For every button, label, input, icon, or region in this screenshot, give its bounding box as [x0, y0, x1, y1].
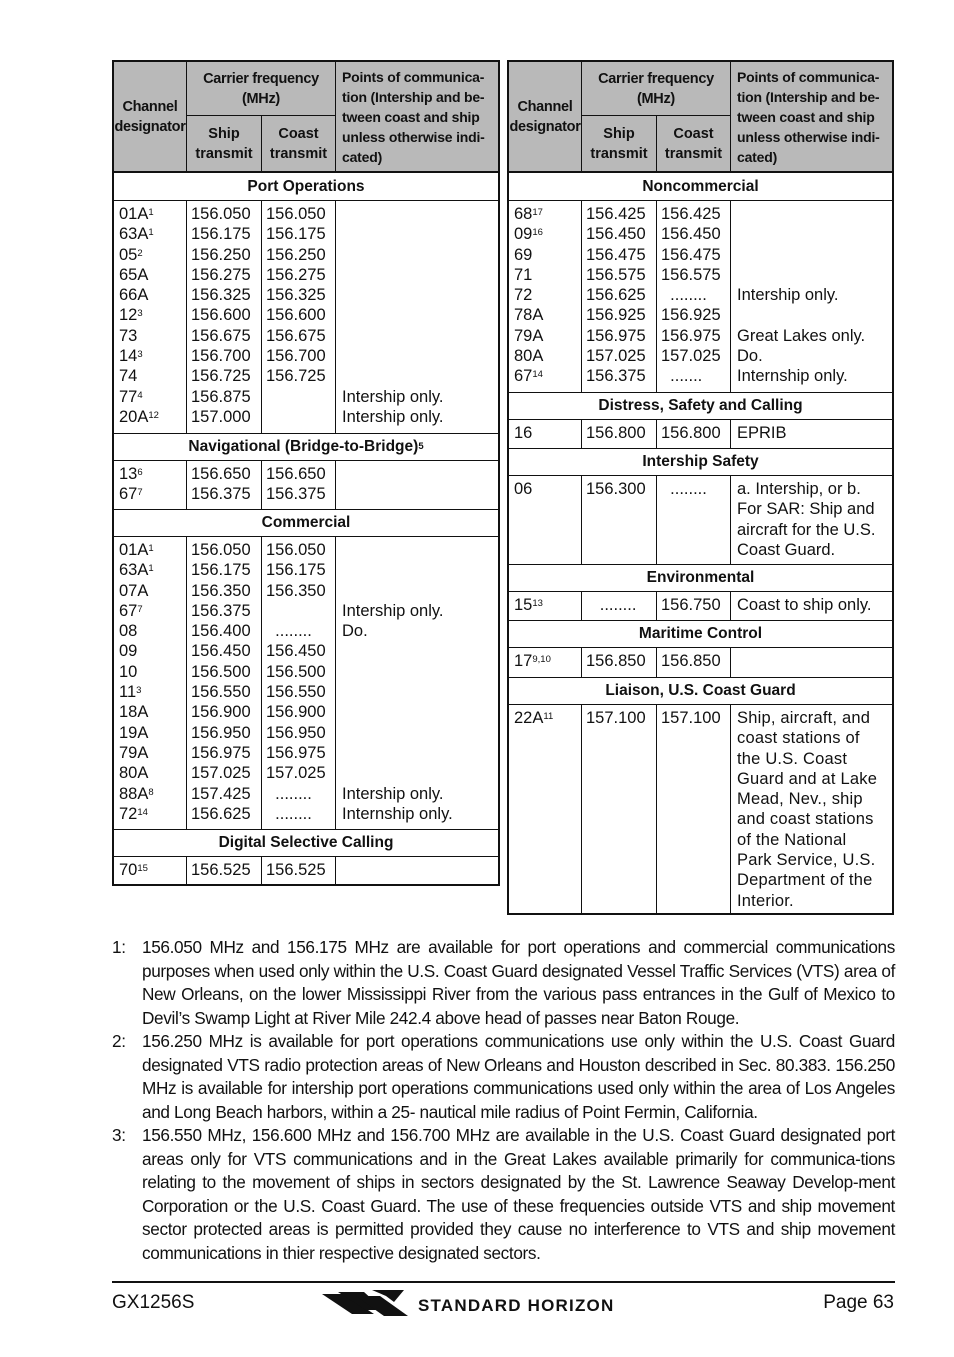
- footnote-ref: 15: [137, 863, 148, 874]
- channel-designator: $88A^8$: [119, 784, 154, 803]
- channel-column: [114, 461, 187, 509]
- footnote-ref: 1: [148, 227, 154, 239]
- footnote-number: 1:: [112, 937, 126, 957]
- ship-transmit-column: 156.800: [582, 420, 657, 448]
- channel-designator: $15^{13}$: [514, 596, 543, 614]
- coast-transmit-column: 156.750: [657, 592, 731, 620]
- footnote-ref: 1: [148, 563, 154, 575]
- footnote-ref: 14: [532, 369, 543, 381]
- channel-designator: $20A^{12}$: [119, 407, 159, 426]
- navigational-title-sup: 5: [418, 440, 424, 452]
- channel-column: [509, 420, 582, 448]
- points-column: [731, 648, 892, 677]
- channel-designator: 66A: [119, 286, 149, 305]
- channel-designator: 79A: [119, 743, 149, 762]
- channel-designator: $68^{17}$: [514, 205, 543, 223]
- footnote-ref: 1: [148, 543, 154, 554]
- channel-designator: 71: [514, 265, 533, 284]
- section-navigational: [114, 461, 498, 509]
- header-points-of-communication: Points of communica- tion (Intership and be- tween coast and ship unless otherwise indi- cated): [737, 69, 880, 165]
- channel-designator: $14^3$: [119, 347, 143, 366]
- points-column: [336, 461, 498, 509]
- ship-transmit-column: ........: [582, 592, 657, 620]
- channel-designator: 08: [119, 622, 138, 641]
- channel-designator: $05^2$: [119, 245, 143, 264]
- section-title-distress: Distress, Safety and Calling: [509, 392, 892, 420]
- channel-designator: 79A: [514, 326, 544, 345]
- header-coast-transmit: Coast transmit: [262, 116, 336, 171]
- footnote-ref: 13: [532, 598, 543, 609]
- section-title-liaison: Liaison, U.S. Coast Guard: [509, 677, 892, 705]
- section-title-navigational: [114, 433, 498, 461]
- coast-transmit-column: 156.050 156.175 156.350 ........ 156.450 156.500 156.550 156.900 156.950 156.975 157.025 ........ ........: [262, 537, 336, 829]
- channel-designator: $63A^1$: [119, 225, 154, 244]
- footnotes: [112, 936, 895, 1265]
- points-column: Intership only. Do. Intership only. Internship only.: [342, 601, 453, 823]
- section-environmental: [509, 592, 892, 620]
- footnote-ref: 14: [137, 806, 148, 818]
- table-header: [509, 62, 892, 173]
- channel-designator: $11^3$: [119, 683, 142, 702]
- channel-designator: 69: [514, 245, 533, 264]
- section-liaison: [509, 705, 892, 913]
- channel-designator: 65A: [119, 265, 149, 284]
- footnote-ref: 3: [137, 308, 143, 320]
- channel-designator: 80A: [119, 764, 149, 783]
- channel-column: [509, 705, 582, 913]
- channel-designator: $22A^{11}$: [514, 709, 554, 727]
- ship-transmit-column: 156.650 156.375: [187, 461, 262, 509]
- section-title-maritime-control: Maritime Control: [509, 620, 892, 648]
- channel-designator: 19A: [119, 723, 149, 742]
- ship-transmit-column: 157.100: [582, 705, 657, 913]
- channel-designator: $12^3$: [119, 306, 143, 325]
- channel-designator: $63A^1$: [119, 561, 154, 580]
- section-dsc: [114, 857, 498, 884]
- coast-transmit-column: 156.800: [657, 420, 731, 448]
- channel-designator: $72^{14}$: [119, 804, 148, 823]
- footnote-text: 156.550 MHz, 156.600 MHz and 156.700 MHz are available in the U.S. Coast Guard designated port areas only for VTS communications and in the Great Lakes available primarily for communica-tions relating to the movement of ships in sectors designated by the St. Lawrence Seaway Develop-ment Corporation or the U.S. Coast Guard. The use of these frequencies outside VTS and ship movement sector protected areas is permitted provided they cause no interference to VTS and ship movement communications in thier respective designated sectors.: [142, 1125, 895, 1263]
- channel-column: [509, 648, 582, 677]
- navigational-title-text: Navigational (Bridge-to-Bridge): [188, 438, 419, 455]
- logo-brand-text: STANDARD HORIZON: [418, 1296, 615, 1315]
- coast-transmit-column: 156.525: [262, 857, 336, 884]
- footnote-ref: 9,10: [532, 654, 551, 665]
- footnote-ref: 7: [137, 487, 143, 499]
- channel-designator: $67^7$: [119, 601, 143, 620]
- section-title-environmental: Environmental: [509, 564, 892, 592]
- section-title-dsc: Digital Selective Calling: [114, 829, 498, 857]
- frequency-table-left: [112, 60, 500, 886]
- channel-designator: $70^{15}$: [119, 861, 148, 879]
- footer-model-name: GX1256S: [112, 1292, 195, 1313]
- footnote-ref: 8: [148, 786, 154, 798]
- footnote-1: [112, 936, 895, 1030]
- channel-column: [509, 592, 582, 620]
- standard-horizon-logo: [322, 1288, 684, 1322]
- header-channel-designator: Channel designator: [509, 62, 582, 171]
- channel-column: [509, 476, 582, 564]
- points-column: Intership only. Intership only.: [342, 387, 444, 426]
- channel-designator: 17$^{9,10}$: [514, 652, 551, 670]
- channel-designator: $67^{14}$: [514, 367, 543, 386]
- coast-transmit-column: 157.100: [657, 705, 731, 913]
- footnote-ref: 7: [137, 603, 143, 615]
- section-title-port-operations: Port Operations: [114, 173, 498, 201]
- channel-designator: $67^7$: [119, 485, 143, 504]
- points-column: [336, 857, 498, 884]
- channel-column: [509, 201, 582, 392]
- channel-column: [114, 201, 187, 433]
- channel-designator: 80A: [514, 347, 544, 366]
- section-distress: [509, 420, 892, 448]
- points-column: Ship, aircraft, and coast stations of the U.S. Coast Guard and at Lake Mead, Nev., ship and coast stations of the National Park Service, U.S. Department of the Interior.: [737, 709, 878, 910]
- footnote-ref: 12: [148, 409, 159, 421]
- frequency-table-right: [507, 60, 894, 915]
- channel-column: [114, 537, 187, 829]
- footnote-ref: 17: [532, 207, 543, 218]
- channel-designator: 72: [514, 286, 533, 305]
- header-coast-transmit: Coast transmit: [657, 116, 731, 171]
- section-title-intership-safety: Intership Safety: [509, 448, 892, 476]
- footnote-ref: 4: [137, 389, 143, 401]
- coast-transmit-column: 156.425 156.450 156.475 156.575 ........ 156.925 156.975 157.025 .......: [657, 201, 731, 392]
- footnote-text: 156.050 MHz and 156.175 MHz are available for port operations and commercial communications purposes when used only within the U.S. Coast Guard designated Vessel Traffic Services (VTS) area of New Orleans, on the lower Mississippi River from the various pass entrances in the Gulf of Mexico to Devil’s Swamp Light at River Mile 242.4 above head of passes near Baton Rouge.: [142, 937, 895, 1028]
- coast-transmit-column: ........: [657, 476, 731, 564]
- header-ship-transmit: Ship transmit: [187, 116, 262, 171]
- channel-designator: $09^{16}$: [514, 225, 543, 244]
- footer-divider: [112, 1281, 895, 1283]
- footnote-ref: 3: [137, 349, 143, 361]
- footnote-3: [112, 1124, 895, 1265]
- channel-designator: $77^4$: [119, 387, 143, 406]
- ship-transmit-column: 156.050 156.175 156.350 156.375 156.400 156.450 156.500 156.550 156.900 156.950 156.975 157.025 157.425 156.625: [187, 537, 262, 829]
- ship-transmit-column: 156.525: [187, 857, 262, 884]
- footnote-ref: 11: [543, 711, 554, 722]
- channel-designator: 07A: [119, 581, 149, 600]
- footnote-ref: 3: [136, 685, 142, 697]
- points-column: EPRIB: [737, 424, 787, 442]
- ship-transmit-column: 156.850: [582, 648, 657, 677]
- channel-designator: 74: [119, 367, 138, 386]
- coast-transmit-column: 156.050 156.175 156.250 156.275 156.325 156.600 156.675 156.700 156.725: [262, 201, 336, 433]
- ship-transmit-column: 156.425 156.450 156.475 156.575 156.625 156.925 156.975 157.025 156.375: [582, 201, 657, 392]
- table-header: [114, 62, 498, 173]
- section-intership-safety: [509, 476, 892, 564]
- footnote-number: 3:: [112, 1125, 126, 1145]
- footnote-2: [112, 1030, 895, 1124]
- footnote-ref: 2: [137, 247, 143, 259]
- channel-designator: $13^6$: [119, 465, 143, 483]
- section-title-commercial: Commercial: [114, 509, 498, 537]
- section-maritime-control: [509, 648, 892, 677]
- section-noncommercial: [509, 201, 892, 392]
- points-column: Coast to ship only.: [737, 596, 872, 614]
- channel-designator: 09: [119, 642, 138, 661]
- channel-designator: 06: [514, 480, 533, 498]
- footnote-ref: 16: [532, 227, 543, 239]
- footnote-number: 2:: [112, 1031, 126, 1051]
- footnote-ref: 1: [148, 207, 154, 218]
- header-channel-designator: Channel designator: [114, 62, 187, 171]
- section-title-noncommercial: Noncommercial: [509, 173, 892, 201]
- channel-designator: 73: [119, 326, 138, 345]
- channel-designator: $01A^1$: [119, 205, 154, 223]
- channel-designator: 78A: [514, 306, 544, 325]
- points-column: a. Intership, or b. For SAR: Ship and aircraft for the U.S. Coast Guard.: [737, 480, 876, 559]
- channel-designator: 16: [514, 424, 533, 442]
- channel-designator: $01A^1$: [119, 541, 154, 559]
- footnote-text: 156.250 MHz is available for port operations communications use only within the U.S. Coast Guard designated VTS radio protection areas of New Orleans and Houston described in Sec. 80.383. 156.250 MHz is available for intership port operations communications used only within the area of Los Angeles and Long Beach harbors, within a 25- nautical mile radius of Point Fermin, California.: [142, 1031, 895, 1122]
- ship-transmit-column: 156.050 156.175 156.250 156.275 156.325 156.600 156.675 156.700 156.725 156.875 157.000: [187, 201, 262, 433]
- channel-designator: 10: [119, 662, 138, 681]
- channel-designator: 18A: [119, 703, 149, 722]
- channel-column: [114, 857, 187, 884]
- coast-transmit-column: 156.850: [657, 648, 731, 677]
- header-carrier-frequency: Carrier frequency (MHz): [582, 62, 731, 116]
- header-carrier-frequency: Carrier frequency (MHz): [187, 62, 336, 116]
- footnote-ref: 6: [137, 467, 143, 478]
- section-port-operations: [114, 201, 498, 433]
- ship-transmit-column: 156.300: [582, 476, 657, 564]
- section-commercial: [114, 537, 498, 829]
- coast-transmit-column: 156.650 156.375: [262, 461, 336, 509]
- points-column: Intership only. Great Lakes only. Do. Internship only.: [737, 286, 866, 386]
- footer-page-number: Page 63: [823, 1292, 894, 1313]
- header-points-of-communication: Points of communica- tion (Intership and be- tween coast and ship unless otherwise indi- cated): [342, 69, 485, 165]
- header-ship-transmit: Ship transmit: [582, 116, 657, 171]
